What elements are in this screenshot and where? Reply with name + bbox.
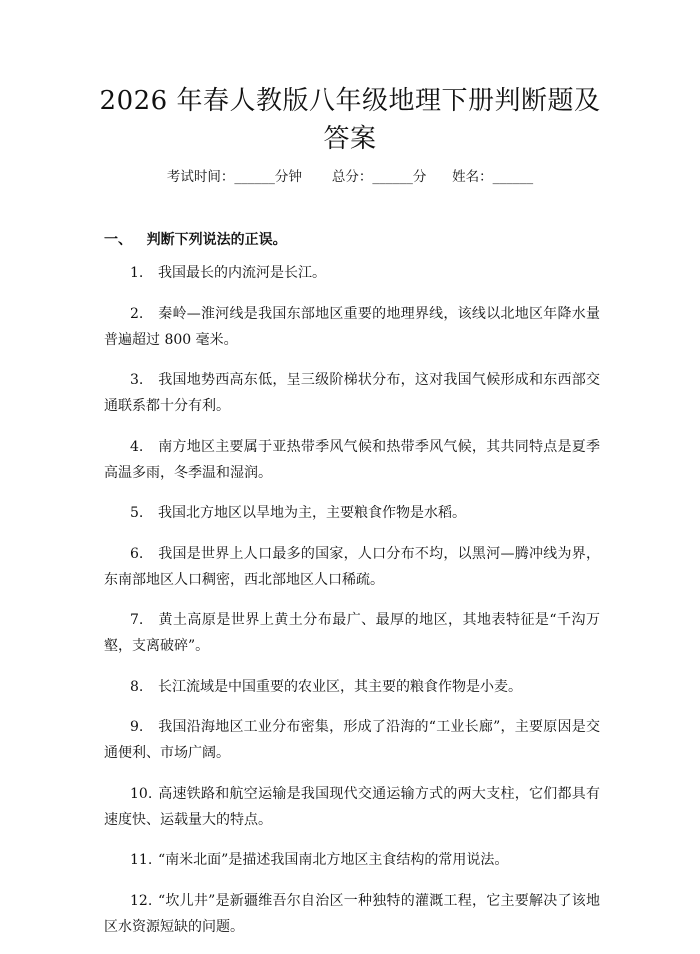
section-heading <box>104 229 287 251</box>
question-number: 7. <box>130 612 144 628</box>
section-title: 判断下列说法的正误。 <box>146 232 287 248</box>
exam-info-line <box>0 166 700 188</box>
question-text: 南方地区主要属于亚热带季风气候和热带季风气候，其共同特点是夏季高温多雨，冬季温和湿润。 <box>104 438 600 481</box>
score-blank: ______ <box>372 169 413 185</box>
question-text: 长江流域是中国重要的农业区，其主要的粮食作物是小麦。 <box>158 678 522 695</box>
section-number: 一、 <box>104 232 132 248</box>
question-item <box>104 607 600 659</box>
question-text: 高速铁路和航空运输是我国现代交通运输方式的两大支柱，它们都具有速度快、运载量大的特点。 <box>104 785 600 828</box>
question-item <box>104 434 600 486</box>
question-number: 12. <box>130 892 153 909</box>
question-number: 11. <box>130 852 153 868</box>
question-item <box>104 714 600 766</box>
question-number: 8. <box>130 678 144 695</box>
name-blank: ______ <box>492 169 534 185</box>
question-number: 10. <box>130 785 153 802</box>
question-item <box>104 260 600 286</box>
question-item <box>104 847 600 873</box>
question-number: 2. <box>130 305 144 322</box>
question-number: 4. <box>130 438 144 455</box>
question-text: 我国最长的内流河是长江。 <box>158 265 326 281</box>
score-unit: 分 <box>412 169 427 185</box>
question-list <box>104 260 600 954</box>
question-item <box>104 301 600 353</box>
time-unit: 分钟 <box>274 169 302 185</box>
question-text: 黄土高原是世界上黄土分布最广、最厚的地区，其地表特征是“千沟万壑，支离破碎”。 <box>104 612 600 654</box>
question-item <box>104 541 600 593</box>
question-item <box>104 367 600 419</box>
question-text: 我国是世界上人口最多的国家，人口分布不均，以黑河—腾冲线为界，东南部地区人口稠密，西北部地区人口稀疏。 <box>104 545 600 588</box>
question-number: 6. <box>130 545 144 562</box>
name-label: 姓名： <box>452 169 493 185</box>
document-title: 2026 年春人教版八年级地理下册判断题及答案 <box>99 86 601 154</box>
time-blank: ______ <box>234 169 275 185</box>
question-number: 1. <box>130 265 144 281</box>
question-text: “坎儿井”是新疆维吾尔自治区一种独特的灌溉工程，它主要解决了该地区水资源短缺的问题。 <box>104 892 600 935</box>
question-number: 9. <box>130 719 144 735</box>
question-item <box>104 888 600 940</box>
question-item <box>104 781 600 833</box>
question-item <box>104 674 600 700</box>
time-label: 考试时间： <box>166 169 235 185</box>
score-label: 总分： <box>331 169 373 185</box>
question-text: 秦岭—淮河线是我国东部地区重要的地理界线，该线以北地区年降水量普遍超过 800 毫米。 <box>104 305 600 348</box>
question-text: 我国沿海地区工业分布密集，形成了沿海的“工业长廊”，主要原因是交通便利、市场广阔。 <box>104 719 600 761</box>
question-text: 我国北方地区以旱地为主，主要粮食作物是水稻。 <box>158 505 466 521</box>
question-text: “南米北面”是描述我国南北方地区主食结构的常用说法。 <box>158 852 509 868</box>
question-item <box>104 500 600 526</box>
question-text: 我国地势西高东低，呈三级阶梯状分布，这对我国气候形成和东西部交通联系都十分有利。 <box>104 372 600 414</box>
question-number: 5. <box>130 505 144 521</box>
question-number: 3. <box>130 372 144 388</box>
